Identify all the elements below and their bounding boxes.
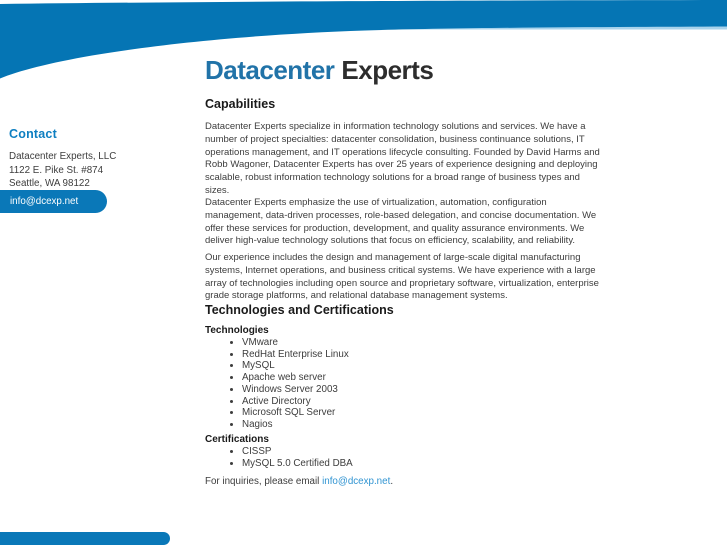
contact-heading: Contact	[9, 127, 57, 141]
inquiries-text: For inquiries, please email	[205, 476, 323, 487]
email-contact-button[interactable]: info@dcexp.net	[0, 190, 107, 213]
contact-address	[9, 150, 116, 191]
page-title	[205, 55, 433, 86]
capabilities-paragraph-1	[205, 121, 600, 198]
paragraph-line: operations management, and IT operations lifecycle consulting. Founded by David Harms and	[205, 146, 600, 158]
capabilities-paragraph-3	[205, 252, 599, 303]
paragraph-line: systems, Internet operations, and business critical systems. We have experience with a large	[205, 264, 596, 276]
paragraph-line: number of project specialties: datacenter consolidation, business continuance solutions, IT	[205, 133, 585, 145]
certifications-subheading: Certifications	[205, 434, 269, 445]
list-item: • RedHat Enterprise Linux	[242, 349, 349, 361]
page-title-secondary: Experts	[341, 55, 434, 85]
paragraph-line: scalable, robust information technology solutions for a broad range of business types and	[205, 172, 580, 184]
paragraph-line: Datacenter Experts specialize in information technology solutions and services. We have a	[205, 121, 586, 132]
address-line-company: Datacenter Experts, LLC	[9, 151, 117, 162]
list-item: • Microsoft SQL Server	[242, 407, 349, 419]
technologies-certifications-heading: Technologies and Certifications	[205, 303, 394, 317]
inquiries-period: .	[390, 476, 394, 487]
list-item: • Active Directory	[242, 396, 349, 408]
page-title-primary: Datacenter	[205, 55, 335, 85]
technologies-subheading: Technologies	[205, 325, 269, 336]
list-item: • MySQL 5.0 Certified DBA	[242, 458, 353, 470]
list-item: • MySQL	[242, 360, 349, 372]
list-item: • Apache web server	[242, 372, 349, 384]
list-item: • Windows Server 2003	[242, 384, 349, 396]
capabilities-heading: Capabilities	[205, 97, 276, 111]
paragraph-line: deliver high-value technology solutions that focus on efficiency, scalability, and reliability.	[205, 235, 575, 247]
address-line-street: 1122 E. Pike St. #874	[9, 164, 104, 176]
list-item: • CISSP	[242, 446, 353, 458]
address-line-city: Seattle, WA 98122	[9, 178, 90, 189]
paragraph-line: Our experience includes the design and management of large-scale digital manufacturing	[205, 252, 581, 263]
paragraph-line: grade storage platforms, and relational database management systems.	[205, 290, 508, 302]
capabilities-paragraph-2	[205, 197, 596, 248]
list-item: • Nagios	[242, 419, 349, 431]
inquiries-line	[205, 476, 393, 487]
paragraph-line: management, data-driven processes, role-based delegation, and concise documentation. We	[205, 209, 597, 221]
paragraph-line: sizes.	[205, 184, 230, 196]
inquiries-email-link[interactable]: info@dcexp.net	[322, 476, 391, 487]
footer-bar	[0, 532, 170, 545]
paragraph-line: Robb Wagoner, Datacenter Experts has over 25 years of experience designing and deploying	[205, 159, 598, 171]
list-item: • VMware	[242, 337, 349, 349]
paragraph-line: Datacenter Experts emphasize the use of virtualization, automation, configuration	[205, 197, 547, 208]
certifications-list	[205, 446, 353, 469]
paragraph-line: array of technologies including open source and proprietary software, virtualization, enterprise	[205, 277, 599, 289]
paragraph-line: offer these services for production, development, and quality assurance environments. We	[205, 222, 585, 234]
technologies-list	[205, 337, 349, 431]
